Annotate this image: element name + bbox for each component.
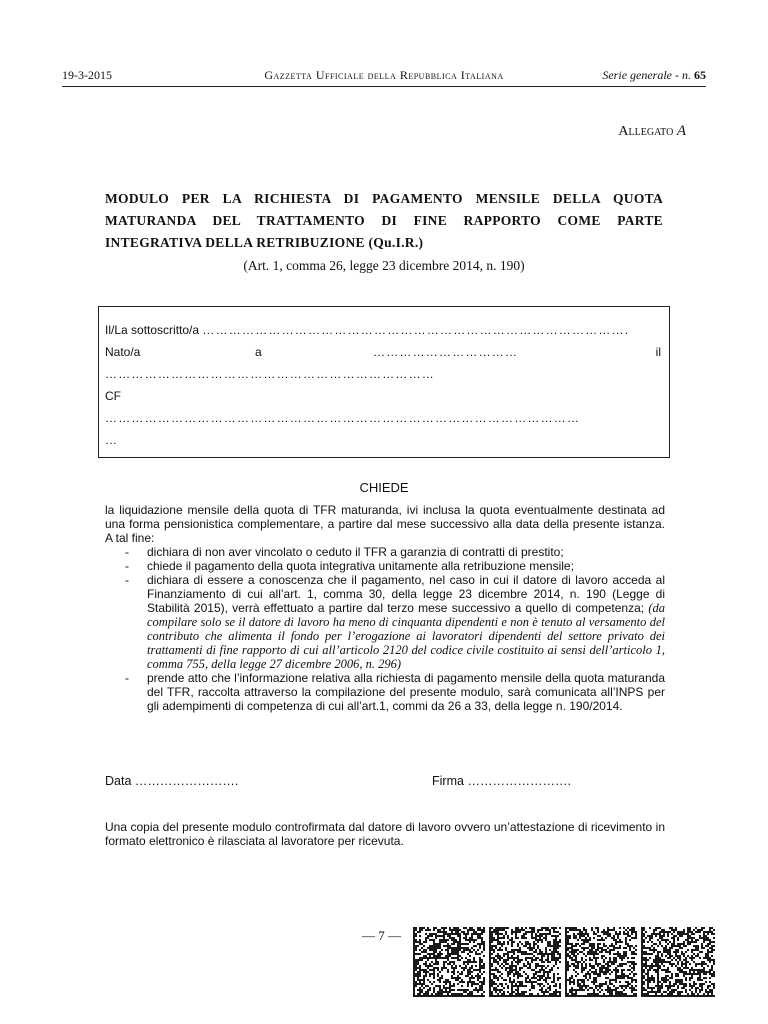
item-text: chiede il pagamento della quota integrativa unitamente alla retribuzione mensile; [147,559,574,573]
item-text: dichiara di non aver vincolato o ceduto il TFR a garanzia di contratti di prestito; [147,545,564,559]
list-dash: - [125,671,129,685]
list-item [105,671,665,713]
birth-place-field[interactable]: …………………………… [373,345,519,359]
item-italic-note: (da compilare solo se il datore di lavoro ha meno di cinquanta dipendenti e non è tenuto al versamento del contributo che alimenta il fondo per l’erogazione ai lavoratori dipendenti del settore privato dei trattamenti di fine rapporto di cui all’articolo 2120 del codice civile costituito ai sensi dell’articolo 1, comma 755, della legge 27 dicembre 2006, n. 296) [147,601,665,671]
datamatrix-codes [413,927,715,997]
footer-note: Una copia del presente modulo controfirmata dal datore di lavoro ovvero un’attestazione di ricevimento in formato elettronico è rilasciata al lavoratore per ricevuta. [105,820,665,848]
date-line [105,774,238,788]
form-title: MODULO PER LA RICHIESTA DI PAGAMENTO MENSILE DELLA QUOTA MATURANDA DEL TRATTAMENTO DI FINE RAPPORTO COME PARTE INTEGRATIVA DELLA RETRIBUZIONE (Qu.I.R.) [105,191,663,250]
declarations-list [105,545,665,713]
chiede-heading: CHIEDE [359,480,409,495]
series-label: Serie generale - n. [602,68,691,82]
publication-date: 19-3-2015 [62,68,112,82]
personal-data-box [98,306,670,458]
list-item [105,573,665,671]
signature-label: Firma [432,774,464,788]
birth-label: Nato/a [105,345,141,359]
list-item [105,559,665,573]
date-field[interactable]: ……………………. [134,774,239,788]
birth-place-label: a [255,345,262,359]
name-line [105,323,663,337]
birth-line [105,345,663,359]
series-info [602,68,706,83]
item-text: dichiara di essere a conoscenza che il pagamento, nel caso in cui il datore di lavoro acceda al Finanziamento di cui all’art. 1, comma 30, della legge 23 dicembre 2014, n. 190 (Legge di Stabilità 2015), verrà effettuato a partire dal terzo mese successivo a quello di competenza; [147,573,665,615]
publication-title: Gazzetta Ufficiale della Repubblica Italiana [264,68,504,82]
item-text: prende atto che l’informazione relativa alla richiesta di pagamento mensile della quota maturanda del TFR, raccolta attraverso la compilazione del presente modulo, sarà comunicata all’INPS per gli adempimenti di competenza di cui all’art.1, commi da 26 a 33, della legge n. 190/2014. [147,671,665,713]
signature-line [432,774,571,788]
name-label: Il/La sottoscritto/a [105,323,200,337]
cf-field-continued[interactable]: … [105,433,119,447]
series-number: 65 [694,68,706,82]
list-dash: - [125,545,129,559]
page-header [62,68,706,86]
intro-paragraph: la liquidazione mensile della quota di TFR maturanda, ivi inclusa la quota eventualmente destinata ad una forma pensionistica complementare, a partire dal mese successivo alla data della presente istanza. A tal fine: [105,503,665,545]
allegato-letter: A [676,123,686,139]
header-rule [62,86,706,87]
form-subtitle: (Art. 1, comma 26, legge 23 dicembre 2014, n. 190) [243,258,525,273]
birth-date-label: il [655,345,661,359]
list-item [105,545,665,559]
allegato-label [618,123,686,140]
barcode-graphic [413,927,715,997]
list-dash: - [125,559,129,573]
birth-date-field[interactable]: ………………………………………………………………… [105,367,435,381]
request-body [105,503,665,713]
cf-label: CF [105,389,121,403]
page-number: — 7 — [362,928,401,943]
cf-field[interactable]: ……………………………………………………………………………………………… [105,411,581,425]
signature-field[interactable]: ……………………. [467,774,571,788]
allegato-word: Allegato [618,124,674,139]
list-dash: - [125,573,129,587]
date-label: Data [105,774,132,788]
name-field[interactable]: ……………………………………………………………………………………. [202,323,630,337]
